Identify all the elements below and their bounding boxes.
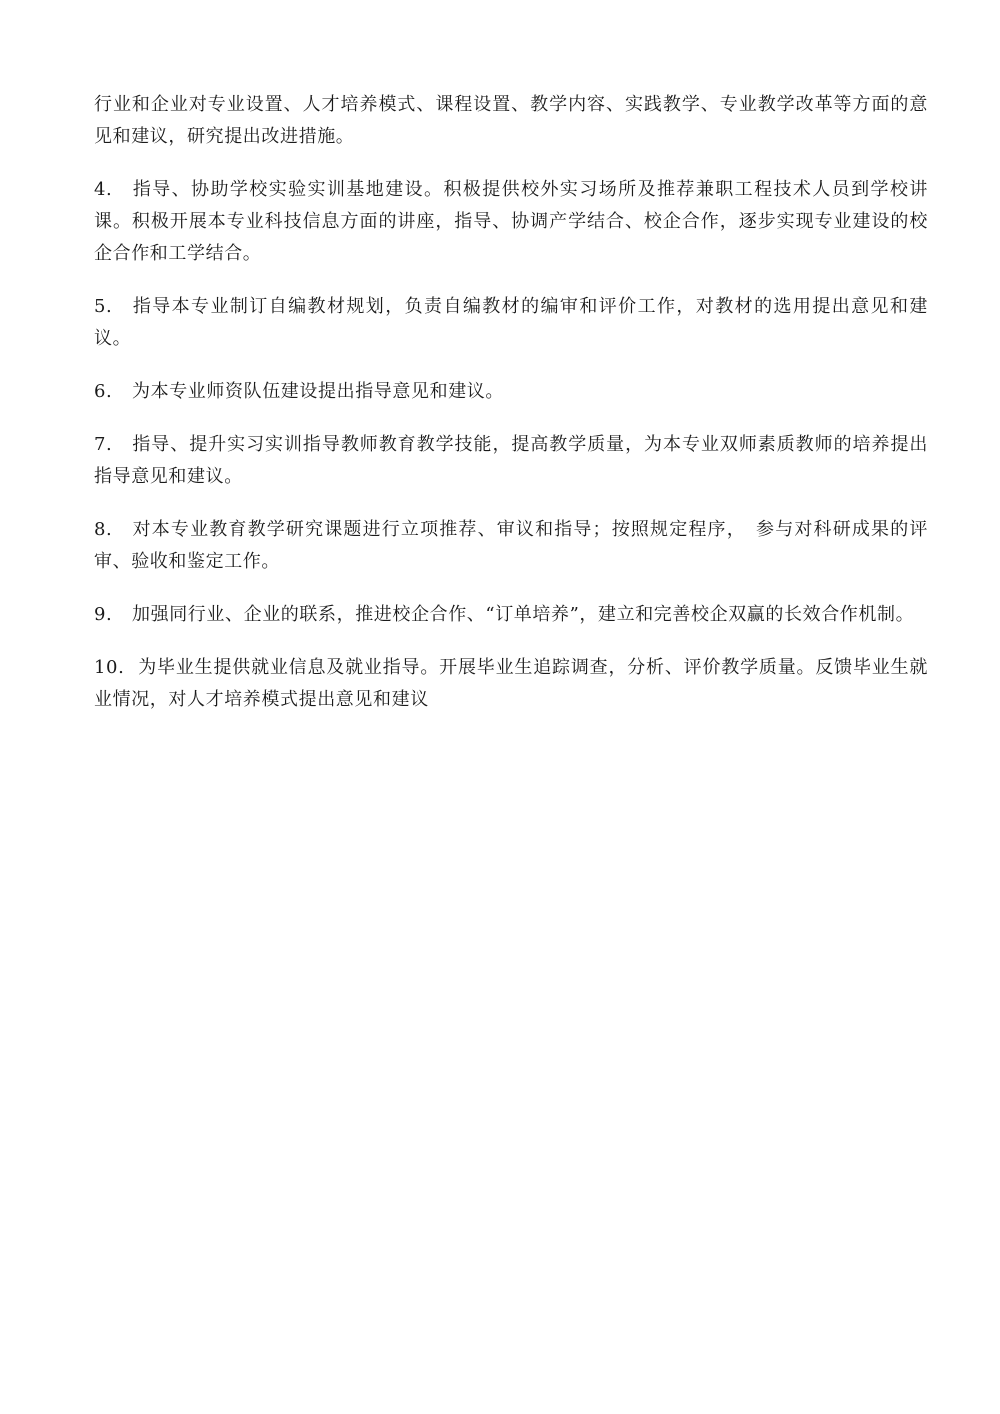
paragraph-item-6 xyxy=(94,376,928,408)
paragraph-item-8 xyxy=(94,514,928,578)
item-number: 4. xyxy=(94,179,113,200)
paragraph-text: 加强同行业、企业的联系，推进校企合作、“订单培养”，建立和完善校企双赢的长效合作机制。 xyxy=(132,604,915,625)
paragraph-text: 对本专业教育教学研究课题进行立项推荐、审议和指导；按照规定程序， 参与对科研成果的评审、验收和鉴定工作。 xyxy=(94,519,928,572)
item-number: 7. xyxy=(94,434,113,455)
item-number: 8. xyxy=(94,519,113,540)
paragraph-text: 为本专业师资队伍建设提出指导意见和建议。 xyxy=(132,381,504,402)
paragraph-item-4 xyxy=(94,174,928,270)
paragraph-item-10 xyxy=(94,652,928,716)
paragraph-item-5 xyxy=(94,291,928,355)
item-number: 9. xyxy=(94,604,113,625)
paragraph-text: 为毕业生提供就业信息及就业指导。开展毕业生追踪调查，分析、评价教学质量。反馈毕业生就业情况，对人才培养模式提出意见和建议 xyxy=(94,657,928,710)
paragraph-text: 行业和企业对专业设置、人才培养模式、课程设置、教学内容、实践教学、专业教学改革等方面的意见和建议，研究提出改进措施。 xyxy=(94,94,928,147)
item-number: 5. xyxy=(94,296,113,317)
item-number: 6. xyxy=(94,381,113,402)
paragraph-continuation xyxy=(94,89,928,153)
item-number: 10. xyxy=(94,657,125,678)
paragraph-item-9 xyxy=(94,599,928,631)
paragraph-item-7 xyxy=(94,429,928,493)
paragraph-text: 指导、提升实习实训指导教师教育教学技能，提高教学质量，为本专业双师素质教师的培养提出指导意见和建议。 xyxy=(94,434,928,487)
paragraph-text: 指导、协助学校实验实训基地建设。积极提供校外实习场所及推荐兼职工程技术人员到学校讲课。积极开展本专业科技信息方面的讲座，指导、协调产学结合、校企合作，逐步实现专业建设的校企合作和工学结合。 xyxy=(94,179,928,264)
paragraph-text: 指导本专业制订自编教材规划，负责自编教材的编审和评价工作，对教材的选用提出意见和建议。 xyxy=(94,296,928,349)
